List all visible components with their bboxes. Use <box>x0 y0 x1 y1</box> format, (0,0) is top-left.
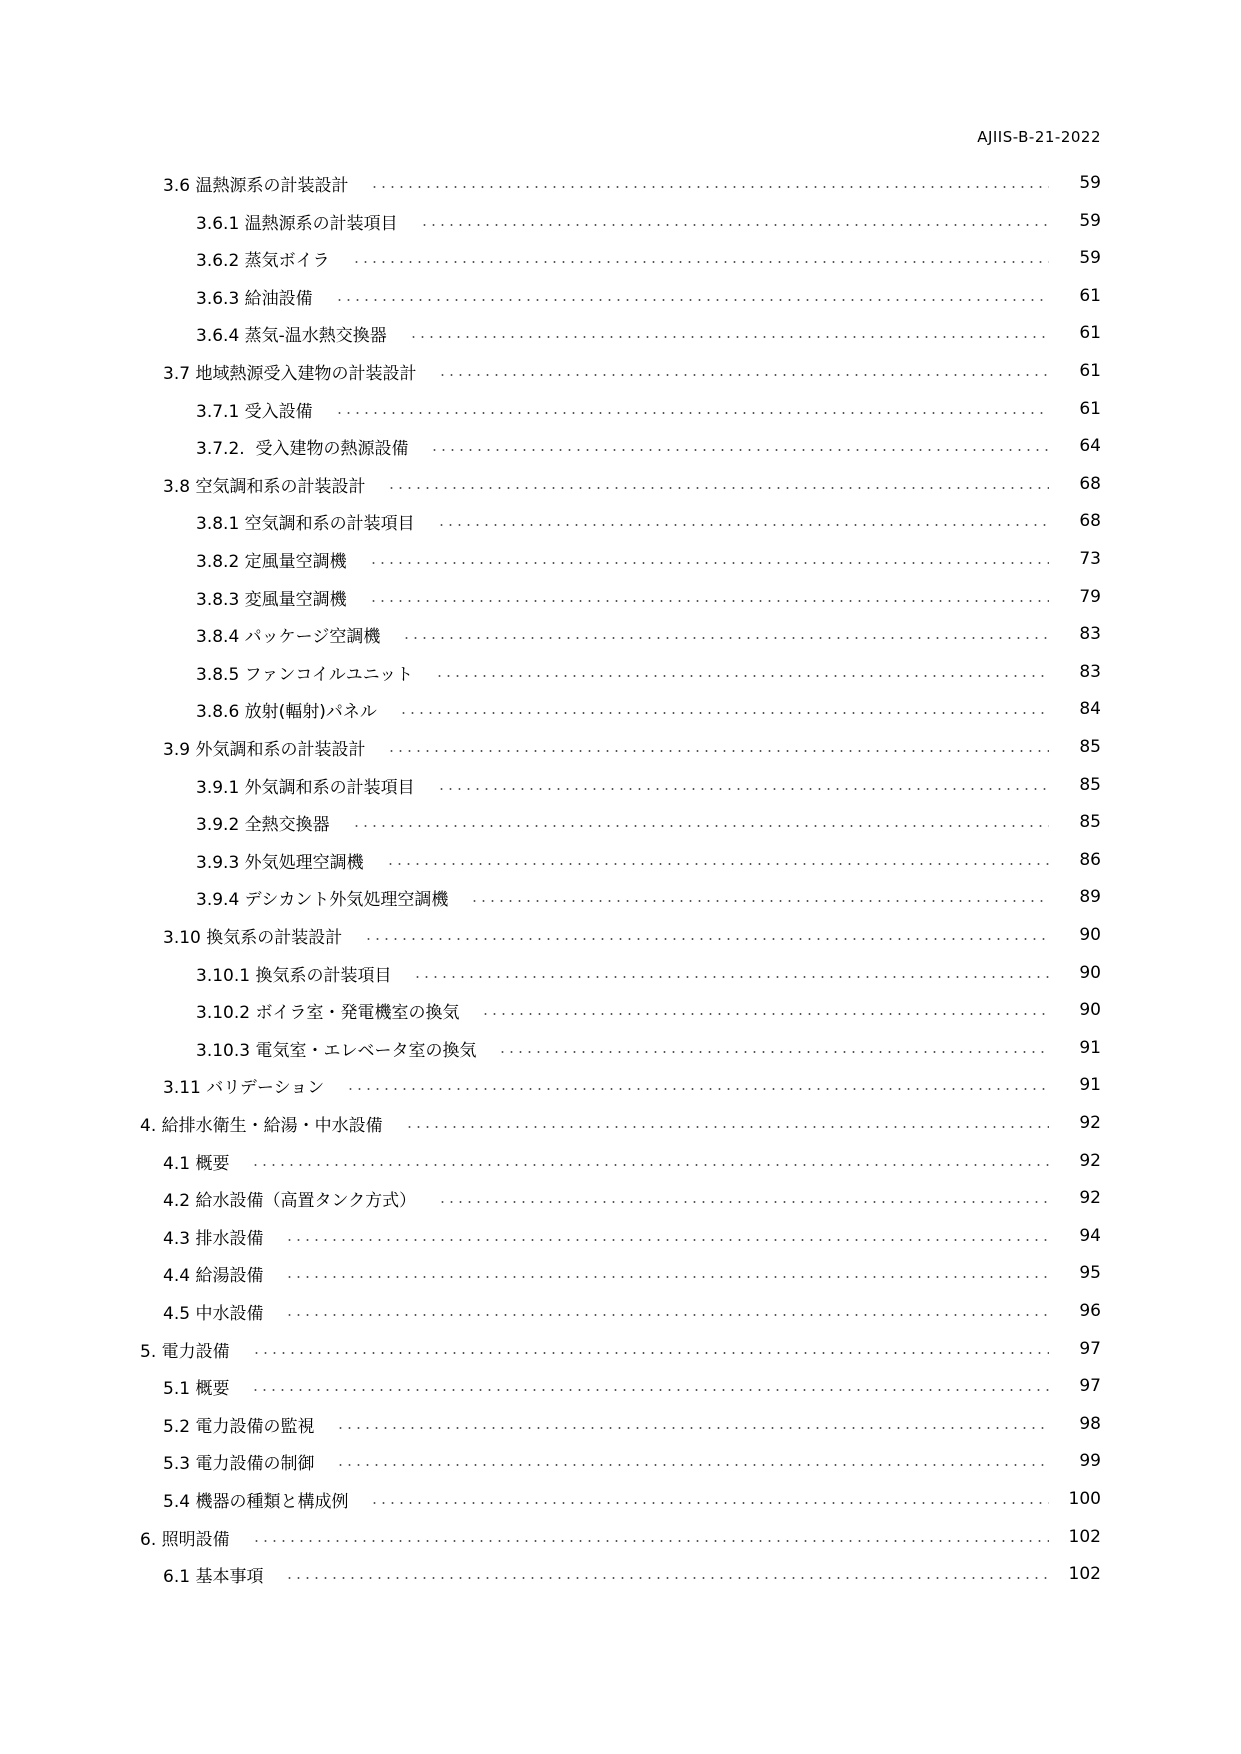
toc-entry-title: 3.10.2 ボイラ室・発電機室の換気 <box>196 1002 460 1023</box>
toc-dot-leader <box>335 299 1049 301</box>
toc-entry-title: 4.2 給水設備（高置タンク方式） <box>163 1190 417 1211</box>
toc-dot-leader <box>336 1464 1049 1466</box>
toc-entry-title: 3.8 空気調和系の計装設計 <box>163 476 366 497</box>
toc-entry-title: 3.9.1 外気調和系の計装項目 <box>196 777 415 798</box>
toc-dot-leader <box>369 600 1049 602</box>
toc-dot-leader <box>336 1427 1049 1429</box>
toc-entry-page-number: 83 <box>1079 624 1101 644</box>
toc-dot-leader <box>438 1201 1049 1203</box>
toc-entry[interactable] <box>140 1108 1101 1138</box>
toc-entry-page-number: 97 <box>1079 1376 1101 1396</box>
toc-dot-leader <box>251 1389 1049 1391</box>
toc-entry-title: 3.6.1 温熱源系の計装項目 <box>196 213 398 234</box>
toc-dot-leader <box>370 1502 1049 1504</box>
toc-dot-leader <box>470 900 1049 902</box>
toc-dot-leader <box>352 825 1049 827</box>
toc-entry-title: 3.8.3 変風量空調機 <box>196 589 347 610</box>
toc-entry-title: 3.9 外気調和系の計装設計 <box>163 739 366 760</box>
toc-entry-page-number: 84 <box>1079 699 1101 719</box>
toc-entry[interactable] <box>196 431 1101 461</box>
toc-entry-title: 3.8.5 ファンコイルユニット <box>196 664 414 685</box>
toc-entry-page-number: 85 <box>1079 812 1101 832</box>
toc-entry-title: 3.8.6 放射(輻射)パネル <box>196 701 377 722</box>
toc-entry[interactable] <box>196 657 1101 687</box>
toc-entry-page-number: 73 <box>1079 549 1101 569</box>
toc-dot-leader <box>352 261 1049 263</box>
toc-entry[interactable] <box>163 1221 1101 1251</box>
toc-entry-page-number: 92 <box>1079 1188 1101 1208</box>
toc-dot-leader <box>387 750 1049 752</box>
toc-entry-page-number: 86 <box>1079 850 1101 870</box>
toc-dot-leader <box>252 1540 1049 1542</box>
toc-entry-page-number: 59 <box>1079 211 1101 231</box>
toc-entry-title: 3.6.3 給油設備 <box>196 288 313 309</box>
toc-dot-leader <box>399 712 1049 714</box>
toc-entry-page-number: 91 <box>1079 1075 1101 1095</box>
toc-entry-title: 4.1 概要 <box>163 1153 230 1174</box>
toc-entry-title: 3.9.3 外気処理空調機 <box>196 852 364 873</box>
toc-dot-leader <box>435 675 1049 677</box>
toc-entry[interactable] <box>196 882 1101 912</box>
toc-entry-page-number: 59 <box>1079 248 1101 268</box>
toc-dot-leader <box>285 1577 1049 1579</box>
toc-dot-leader <box>335 412 1049 414</box>
toc-entry-title: 3.8.1 空気調和系の計装項目 <box>196 513 415 534</box>
toc-entry[interactable] <box>196 582 1101 612</box>
toc-entry-title: 3.7.2. 受入建物の熱源設備 <box>196 438 409 459</box>
toc-entry-page-number: 61 <box>1079 323 1101 343</box>
toc-entry-title: 5.3 電力設備の制御 <box>163 1453 315 1474</box>
toc-entry-title: 3.8.2 定風量空調機 <box>196 551 347 572</box>
toc-entry-title: 3.6.4 蒸気-温水熱交換器 <box>196 325 387 346</box>
toc-dot-leader <box>251 1164 1049 1166</box>
toc-dot-leader <box>413 976 1049 978</box>
toc-entry[interactable] <box>196 958 1101 988</box>
toc-entry-title: 3.10 換気系の計装設計 <box>163 927 343 948</box>
toc-dot-leader <box>498 1051 1049 1053</box>
toc-dot-leader <box>252 1352 1049 1354</box>
toc-entry[interactable] <box>196 243 1101 273</box>
toc-entry[interactable] <box>163 356 1101 386</box>
toc-entry-page-number: 91 <box>1079 1038 1101 1058</box>
toc-dot-leader <box>409 336 1049 338</box>
toc-entry[interactable] <box>140 1334 1101 1364</box>
toc-entry[interactable] <box>163 1258 1101 1288</box>
toc-entry-title: 6. 照明設備 <box>140 1529 230 1550</box>
toc-entry-page-number: 61 <box>1079 361 1101 381</box>
toc-entry-title: 3.8.4 パッケージ空調機 <box>196 626 381 647</box>
toc-entry-title: 5.2 電力設備の監視 <box>163 1416 315 1437</box>
toc-entry[interactable] <box>196 544 1101 574</box>
toc-entry[interactable] <box>196 394 1101 424</box>
toc-entry[interactable] <box>140 1522 1101 1552</box>
document-code: AJIIS-B-21-2022 <box>977 128 1101 146</box>
toc-entry[interactable] <box>196 281 1101 311</box>
toc-entry-title: 5.1 概要 <box>163 1378 230 1399</box>
toc-entry-title: 3.9.2 全熱交換器 <box>196 814 330 835</box>
toc-entry[interactable] <box>196 206 1101 236</box>
toc-entry-page-number: 68 <box>1079 474 1101 494</box>
toc-dot-leader <box>437 524 1049 526</box>
toc-entry[interactable] <box>196 770 1101 800</box>
toc-dot-leader <box>285 1239 1049 1241</box>
toc-entry[interactable] <box>163 732 1101 762</box>
toc-entry-title: 5. 電力設備 <box>140 1341 230 1362</box>
toc-entry-page-number: 92 <box>1079 1113 1101 1133</box>
toc-entry-page-number: 90 <box>1079 1000 1101 1020</box>
toc-dot-leader <box>481 1013 1049 1015</box>
toc-entry-page-number: 61 <box>1079 286 1101 306</box>
toc-entry-title: 4.4 給湯設備 <box>163 1265 264 1286</box>
toc-entry-page-number: 102 <box>1068 1527 1101 1547</box>
toc-entry-page-number: 92 <box>1079 1151 1101 1171</box>
toc-entry-title: 3.6 温熱源系の計装設計 <box>163 175 349 196</box>
toc-entry-page-number: 68 <box>1079 511 1101 531</box>
toc-entry[interactable] <box>163 1296 1101 1326</box>
toc-entry[interactable] <box>196 845 1101 875</box>
toc-entry[interactable] <box>163 920 1101 950</box>
toc-entry[interactable] <box>163 1146 1101 1176</box>
toc-entry-title: 4.5 中水設備 <box>163 1303 264 1324</box>
toc-entry-title: 5.4 機器の種類と構成例 <box>163 1491 349 1512</box>
toc-entry-title: 4. 給排水衛生・給湯・中水設備 <box>140 1115 383 1136</box>
toc-entry[interactable] <box>163 1446 1101 1476</box>
toc-entry[interactable] <box>196 318 1101 348</box>
toc-entry-title: 3.7 地域熱源受入建物の計装設計 <box>163 363 417 384</box>
toc-entry-page-number: 64 <box>1079 436 1101 456</box>
toc-entry-title: 6.1 基本事項 <box>163 1566 264 1587</box>
toc-dot-leader <box>402 637 1049 639</box>
toc-entry[interactable] <box>196 694 1101 724</box>
toc-entry[interactable] <box>163 469 1101 499</box>
toc-entry-page-number: 90 <box>1079 925 1101 945</box>
toc-entry-page-number: 59 <box>1079 173 1101 193</box>
toc-entry-page-number: 90 <box>1079 963 1101 983</box>
toc-dot-leader <box>386 863 1049 865</box>
toc-dot-leader <box>370 186 1049 188</box>
toc-entry-page-number: 83 <box>1079 662 1101 682</box>
toc-entry-page-number: 102 <box>1068 1564 1101 1584</box>
toc-entry[interactable] <box>196 995 1101 1025</box>
toc-entry[interactable] <box>163 168 1101 198</box>
toc-entry[interactable] <box>163 1484 1101 1514</box>
toc-entry-title: 3.7.1 受入設備 <box>196 401 313 422</box>
toc-entry[interactable] <box>163 1183 1101 1213</box>
toc-entry-page-number: 89 <box>1079 887 1101 907</box>
toc-entry-page-number: 95 <box>1079 1263 1101 1283</box>
toc-entry-title: 3.10.1 換気系の計装項目 <box>196 965 392 986</box>
toc-entry-page-number: 100 <box>1068 1489 1101 1509</box>
toc-entry-page-number: 85 <box>1079 737 1101 757</box>
toc-entry-title: 3.6.2 蒸気ボイラ <box>196 250 330 271</box>
toc-entry-page-number: 85 <box>1079 775 1101 795</box>
toc-dot-leader <box>346 1088 1049 1090</box>
toc-entry-title: 3.9.4 デシカント外気処理空調機 <box>196 889 449 910</box>
toc-entry[interactable] <box>163 1409 1101 1439</box>
toc-entry-title: 3.10.3 電気室・エレベータ室の換気 <box>196 1040 477 1061</box>
toc-entry[interactable] <box>163 1371 1101 1401</box>
toc-entry[interactable] <box>196 506 1101 536</box>
toc-dot-leader <box>437 788 1049 790</box>
toc-dot-leader <box>438 374 1049 376</box>
toc-entry[interactable] <box>163 1070 1101 1100</box>
toc-dot-leader <box>430 449 1049 451</box>
toc-entry[interactable] <box>196 807 1101 837</box>
toc-entry-page-number: 99 <box>1079 1451 1101 1471</box>
toc-entry-title: 3.11 バリデーション <box>163 1077 325 1098</box>
toc-entry-page-number: 79 <box>1079 587 1101 607</box>
toc-dot-leader <box>369 562 1049 564</box>
toc-entry-page-number: 96 <box>1079 1301 1101 1321</box>
toc-entry[interactable] <box>163 1559 1101 1589</box>
toc-dot-leader <box>364 938 1049 940</box>
toc-entry-page-number: 61 <box>1079 399 1101 419</box>
toc-dot-leader <box>387 487 1049 489</box>
toc-entry-page-number: 97 <box>1079 1339 1101 1359</box>
toc-entry[interactable] <box>196 1033 1101 1063</box>
toc-dot-leader <box>405 1126 1049 1128</box>
toc-dot-leader <box>285 1276 1049 1278</box>
toc-entry[interactable] <box>196 619 1101 649</box>
toc-entry-page-number: 98 <box>1079 1414 1101 1434</box>
toc-entry-page-number: 94 <box>1079 1226 1101 1246</box>
toc-dot-leader <box>285 1314 1049 1316</box>
toc-dot-leader <box>420 224 1049 226</box>
toc-entry-title: 4.3 排水設備 <box>163 1228 264 1249</box>
